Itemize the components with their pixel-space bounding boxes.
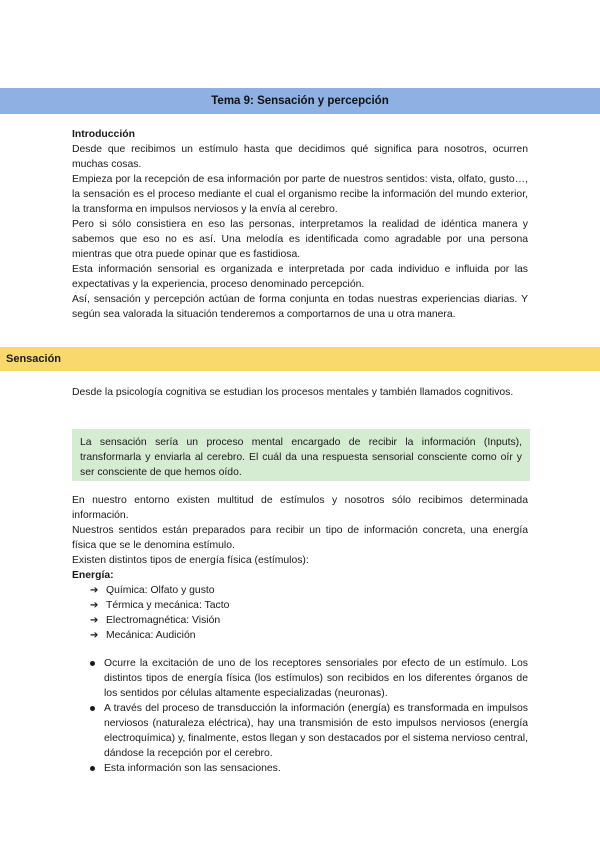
energy-type: Térmica y mecánica: Tacto <box>106 600 230 611</box>
bullet-icon <box>90 766 95 771</box>
section-banner <box>0 347 600 371</box>
page-title: Tema 9: Sensación y percepción <box>211 95 389 107</box>
list-item <box>90 613 528 628</box>
body-paragraph: En nuestro entorno existen multitud de estímulos y nosotros sólo recibimos determinada información. <box>72 495 528 521</box>
energy-type: Mecánica: Audición <box>106 630 196 641</box>
list-item <box>86 701 528 761</box>
title-banner <box>0 88 600 114</box>
energy-list <box>72 583 528 643</box>
bullet-list <box>86 656 528 776</box>
intro-paragraph: Así, sensación y percepción actúan de forma conjunta en todas nuestras experiencias diarias. Y según sea valorada la situación tenderemos a comportarnos de una u otra manera. <box>72 294 528 320</box>
list-item <box>86 761 528 776</box>
arrow-icon: ➔ <box>90 630 99 641</box>
list-item <box>90 583 528 598</box>
intro-paragraph: Pero si sólo consistiera en eso las personas, interpretamos la realidad de idéntica manera y sabemos que eso no es así. Una melodía es identificada como agradable por una persona mientras que otra puede opinar que es fastidiosa. <box>72 219 528 260</box>
section-body <box>72 493 528 643</box>
list-item <box>90 598 528 613</box>
section-heading: Sensación <box>6 353 62 365</box>
section-intro: Desde la psicología cognitiva se estudian los procesos mentales y también llamados cognitivos. <box>72 387 514 398</box>
energy-type: Electromagnética: Visión <box>106 615 221 626</box>
introduction-heading: Introducción <box>72 129 135 140</box>
body-paragraph: Existen distintos tipos de energía física (estímulos): <box>72 555 309 566</box>
list-item <box>86 656 528 701</box>
bullet-icon <box>90 661 95 666</box>
bullet-icon <box>90 706 95 711</box>
list-item <box>90 628 528 643</box>
bullet-text: Ocurre la excitación de uno de los receptores sensoriales por efecto de un estímulo. Los distintos tipos de energía física (los estímulos) son recibidos en los diferentes órganos de los sentidos por células altamente especializadas (neuronas). <box>104 658 528 699</box>
intro-paragraph: Esta información sensorial es organizada e interpretada por cada individuo e influida por las expectativas y la experiencia, proceso denominado percepción. <box>72 264 528 290</box>
intro-paragraph: Desde que recibimos un estímulo hasta que decidimos qué significa para nosotros, ocurren muchas cosas. <box>72 144 528 170</box>
intro-paragraph: Empieza por la recepción de esa información por parte de nuestros sentidos: vista, olfato, gusto…, la sensación es el proceso mediante el cual el organismo recibe la información del mundo exterior, la transforma en impulsos nerviosos y la envía al cerebro. <box>72 174 528 215</box>
energy-heading: Energía: <box>72 570 114 581</box>
arrow-icon: ➔ <box>90 615 99 626</box>
bullet-text: Esta información son las sensaciones. <box>104 763 281 774</box>
body-paragraph: Nuestros sentidos están preparados para recibir un tipo de información concreta, una energía física que se le denomina estímulo. <box>72 525 528 551</box>
energy-type: Química: Olfato y gusto <box>106 585 215 596</box>
definition-box: La sensación sería un proceso mental encargado de recibir la información (Inputs), transformarla y enviarla al cerebro. El cuál da una respuesta sensorial consciente como oír y ser consciente de que hemos oído. <box>72 429 530 481</box>
arrow-icon: ➔ <box>90 600 99 611</box>
arrow-icon: ➔ <box>90 585 99 596</box>
bullet-text: A través del proceso de transducción la información (energía) es transformada en impulsos nerviosos (naturaleza eléctrica), hay una transmisión de esto impulsos nerviosos (energía electroquímica) y, finalmente, estos llegan y son destacados por el sistema nervioso central, dándose la recepción por el cerebro. <box>104 703 528 759</box>
introduction-section <box>72 127 528 322</box>
